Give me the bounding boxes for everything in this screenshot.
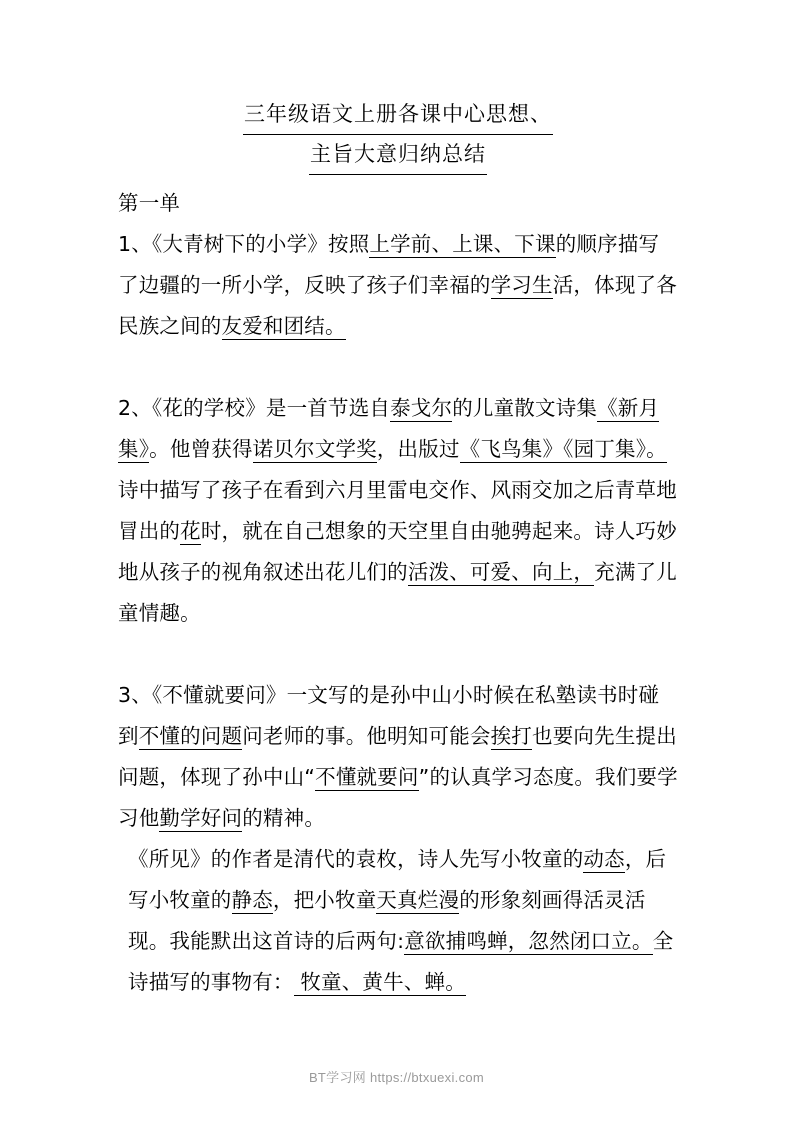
item-2-segment-10: 时，就在自己想象的天空里自由驰骋起来。诗人巧妙地从孩子的视角叙述出花儿们的 [118, 519, 677, 584]
document-title-line-1: 三年级语文上册各课中心思想、 [243, 95, 553, 135]
document-title [118, 95, 678, 175]
item-3-segment-7: 勤学好问 [159, 806, 243, 830]
item-2-segment-0: 2、《花的学校》是一首节选自 [118, 396, 391, 420]
item-4-segment-2: ，后写小牧童的 [128, 847, 667, 912]
item-4-segment-6: 的形象刻画得活灵活现。我能默出这首诗的后两句: [128, 888, 646, 953]
item-1-segment-0: 1、《大青树下的小学》按照 [118, 232, 370, 256]
item-1-segment-4: 活，体现了各民族之间的 [118, 273, 677, 338]
item-3-segment-1: 不懂的问题 [138, 724, 243, 748]
item-2-segment-11: 活泼、可爱、向上， [407, 560, 595, 584]
item-4-segment-9: 牧童、黄牛、蝉。 [293, 970, 466, 994]
paragraph-item-3 [118, 675, 678, 839]
item-3-segment-4: 也要向先生提出问题，体现了孙中山“ [118, 724, 677, 789]
paragraph-item-1 [118, 224, 678, 347]
item-4-segment-8: 全诗描写的事物有： [128, 929, 674, 994]
item-3-segment-2: 问老师的事。他明知可能会 [242, 724, 491, 748]
item-4-segment-3: 静态 [231, 888, 273, 912]
item-2-segment-3: 《新月集》 [118, 396, 660, 461]
watermark: BT学习网 https://btxuexi.com [308, 1070, 485, 1085]
item-4-segment-5: 天真烂漫 [376, 888, 460, 912]
item-2-segment-5: 诺贝尔文学奖 [252, 437, 377, 461]
unit-heading: 第一单 [118, 191, 181, 215]
item-2-segment-8: 诗中描写了孩子在看到六月里雷电交作、风雨交加之后青草地冒出的 [118, 478, 677, 543]
item-1-segment-3: 学习生 [490, 273, 553, 297]
paragraph-item-4 [118, 839, 678, 1003]
item-3-segment-8: 的精神。 [242, 806, 326, 830]
item-1-segment-5: 友爱和团结。 [221, 314, 346, 338]
item-2-segment-6: ，出版过 [376, 437, 460, 461]
title-row-1 [118, 95, 678, 135]
item-3-segment-6: ”的认真学习态度。我们要学习他 [118, 765, 678, 830]
document-body [118, 183, 678, 1003]
item-3-segment-0: 3、《不懂就要问》一文写的是孙中山小时候在私塾读书时碰到 [118, 683, 660, 748]
item-1-segment-1: 上学前、上课、下课 [369, 232, 556, 256]
title-row-2 [118, 135, 678, 175]
item-4-segment-7: 意欲捕鸣蝉，忽然闭口立。 [404, 929, 653, 953]
paragraph-item-2 [118, 388, 678, 634]
item-1-segment-2: 的顺序描写了边疆的一所小学，反映了孩子们幸福的 [118, 232, 660, 297]
item-4-segment-4: ，把小牧童 [272, 888, 377, 912]
item-3-segment-5: 不懂就要问 [315, 765, 419, 789]
item-2-segment-12: 充满了儿童情趣。 [118, 560, 677, 625]
item-2-segment-2: 的儿童散文诗集 [452, 396, 598, 420]
item-3-segment-3: 挨打 [490, 724, 533, 748]
paragraph-spacer-1 [118, 347, 678, 388]
document-title-line-2: 主旨大意归纳总结 [309, 135, 487, 175]
item-4-segment-1: 动态 [583, 847, 625, 871]
item-4-segment-0: 《所见》的作者是清代的袁枚，诗人先写小牧童的 [128, 847, 584, 871]
item-2-segment-4: 。他曾获得 [149, 437, 253, 461]
paragraph-spacer-2 [118, 634, 678, 675]
item-2-segment-7: 《飞鸟集》《园丁集》。 [459, 437, 667, 461]
item-2-segment-1: 泰戈尔 [390, 396, 453, 420]
item-2-segment-9: 花 [180, 519, 201, 543]
